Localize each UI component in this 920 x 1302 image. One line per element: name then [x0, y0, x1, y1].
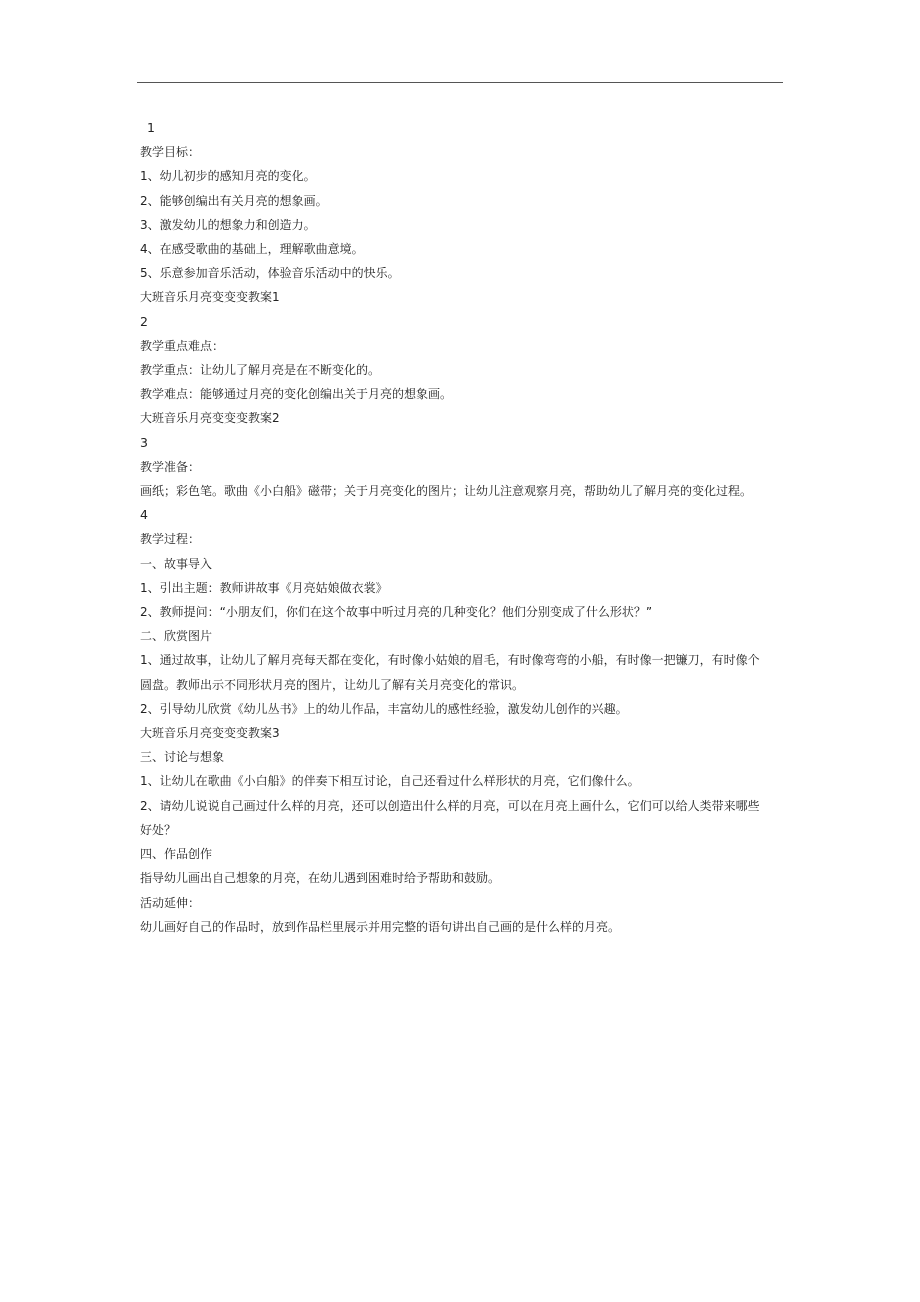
section-number: 2: [140, 313, 148, 329]
document-line: 2、能够创编出有关月亮的想象画。: [140, 193, 328, 208]
document-line: 4、在感受歌曲的基础上，理解歌曲意境。: [140, 242, 364, 257]
document-line: 好处？: [140, 822, 177, 837]
document-body: [140, 116, 780, 939]
document-line: 教学过程：: [140, 532, 201, 547]
document-line: 2、请幼儿说说自己画过什么样的月亮，还可以创造出什么样的月亮，可以在月亮上画什么，它们可以给人类带来哪些: [140, 798, 760, 813]
document-line: 3、激发幼儿的想象力和创造力。: [140, 217, 316, 232]
document-line: 大班音乐月亮变变变教案3: [140, 726, 280, 741]
document-line: 1、让幼儿在歌曲《小白船》的伴奏下相互讨论，自己还看过什么样形状的月亮，它们像什么。: [140, 774, 640, 789]
document-line: 二、欣赏图片: [140, 629, 213, 644]
document-line: 一、故事导入: [140, 556, 213, 571]
document-line: 幼儿画好自己的作品时，放到作品栏里展示并用完整的语句讲出自己画的是什么样的月亮。: [140, 919, 621, 934]
section-number: 4: [140, 507, 148, 523]
document-line: 圆盘。教师出示不同形状月亮的图片，让幼儿了解有关月亮变化的常识。: [140, 677, 525, 692]
document-line: 2、引导幼儿欣赏《幼儿丛书》上的幼儿作品，丰富幼儿的感性经验，激发幼儿创作的兴趣。: [140, 701, 628, 716]
document-line: 教学准备：: [140, 459, 201, 474]
document-line: 画纸；彩色笔。歌曲《小白船》磁带；关于月亮变化的图片；让幼儿注意观察月亮，帮助幼儿了解月亮的变化过程。: [140, 484, 753, 499]
document-line: 三、讨论与想象: [140, 750, 225, 765]
document-line: 指导幼儿画出自己想象的月亮，在幼儿遇到困难时给予帮助和鼓励。: [140, 871, 501, 886]
document-line: 教学目标：: [140, 145, 201, 160]
document-line: 1、幼儿初步的感知月亮的变化。: [140, 169, 316, 184]
section-number: 1: [147, 120, 155, 135]
document-line: 教学重点难点：: [140, 338, 225, 353]
document-line: 大班音乐月亮变变变教案2: [140, 411, 280, 426]
document-line: 教学重点：让幼儿了解月亮是在不断变化的。: [140, 363, 381, 378]
document-line: 1、通过故事，让幼儿了解月亮每天都在变化，有时像小姑娘的眉毛，有时像弯弯的小船，有时像一把镰刀，有时像个: [140, 653, 760, 668]
document-line: 大班音乐月亮变变变教案1: [140, 290, 280, 305]
document-line: 四、作品创作: [140, 847, 213, 862]
section-number: 3: [140, 434, 148, 450]
header-rule: [137, 82, 783, 83]
document-line: 活动延伸：: [140, 895, 201, 910]
document-line: 1、引出主题：教师讲故事《月亮姑娘做衣裳》: [140, 580, 388, 595]
document-line: 5、乐意参加音乐活动，体验音乐活动中的快乐。: [140, 266, 400, 281]
document-line: 教学难点：能够通过月亮的变化创编出关于月亮的想象画。: [140, 387, 453, 402]
document-line: 2、教师提问：“小朋友们，你们在这个故事中听过月亮的几种变化？他们分别变成了什么形状？”: [140, 605, 653, 620]
